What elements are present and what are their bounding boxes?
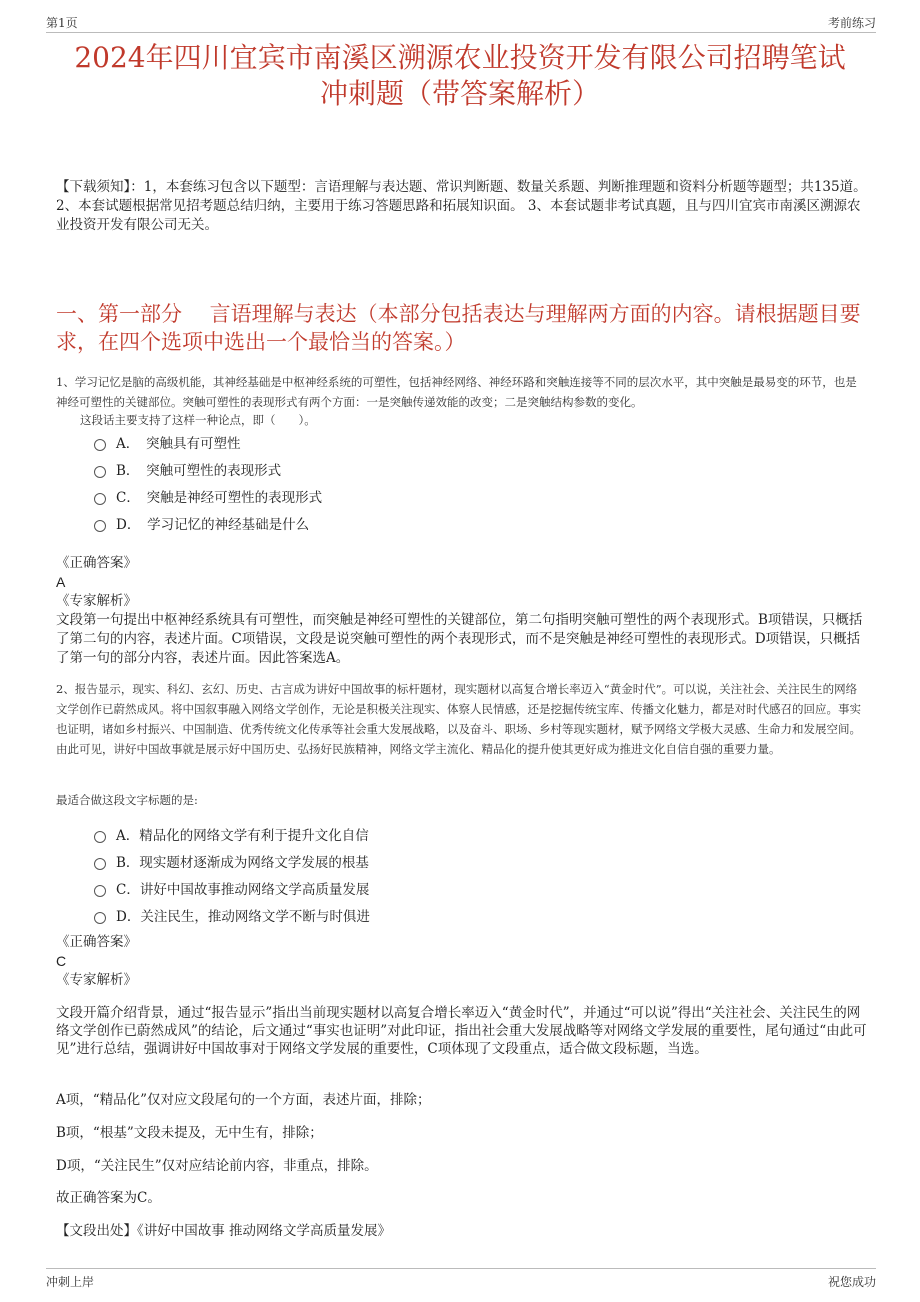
analysis-label: 《专家解析》 (56, 972, 137, 988)
option-label: C． 突触是神经可塑性的表现形式 (116, 489, 323, 506)
answer-label: 《正确答案》 (56, 934, 137, 950)
radio-icon[interactable] (94, 912, 106, 924)
answer-value: C (56, 953, 67, 969)
question-2-note-d: D项，“关注民生”仅对应结论前内容，非重点，排除。 (56, 1158, 378, 1174)
title-line-1: 2024年四川宜宾市南溪区溯源农业投资开发有限公司招聘笔试 (74, 41, 846, 74)
radio-icon[interactable] (94, 858, 106, 870)
page-footer (46, 1268, 876, 1291)
option-a[interactable] (94, 820, 370, 847)
question-2-source: 【文段出处】《讲好中国故事 推动网络文学高质量发展》 (56, 1223, 392, 1239)
option-d[interactable] (94, 901, 370, 928)
answer-label: 《正确答案》 (56, 555, 137, 571)
answer-value: A (56, 574, 66, 590)
document-title (40, 40, 880, 112)
radio-icon[interactable] (94, 885, 106, 897)
question-2-analysis: 文段开篇介绍背景，通过“报告显示”指出当前现实题材以高复合增长率迈入“黄金时代”，并通过“可以说”得出“关注社会、关注民生的网络文学创作已蔚然成风”的结论，后文通过“事实也证明”对此印证，指出社会重大发展战略等对网络文学发展的重要性，尾句通过“由此可见”进行总结，强调讲好中国故事对于网络文学发展的重要性，C项体现了文段重点，适合做文段标题，当选。 (56, 1005, 867, 1057)
question-1-answer-block (56, 554, 868, 668)
option-b[interactable] (94, 455, 322, 482)
question-2-conclusion: 故正确答案为C。 (56, 1190, 161, 1206)
option-label: C．讲好中国故事推动网络文学高质量发展 (116, 881, 370, 898)
title-line-2: 冲刺题（带答案解析） (319, 77, 600, 110)
question-2-ask: 最适合做这段文字标题的是: (56, 793, 198, 807)
analysis-text: 文段第一句提出中枢神经系统具有可塑性，而突触是神经可塑性的关键部位，第二句指明突触可塑性的两个表现形式。B项错误，只概括了第二句的内容，表述片面。C项错误，文段是说突触可塑性的两个表现形式，而不是突触是神经可塑性的表现形式。D项错误，只概括了第一句的部分内容，表述片面。因此答案选A。 (56, 612, 863, 666)
question-1-options (94, 428, 322, 536)
radio-icon[interactable] (94, 439, 106, 451)
option-label: B．现实题材逐渐成为网络文学发展的根基 (116, 854, 369, 871)
header-label: 考前练习 (827, 16, 876, 30)
question-1-stem: 1、学习记忆是脑的高级机能，其神经基础是中枢神经系统的可塑性，包括神经网络、神经环路和突触连接等不同的层次水平，其中突触是最易变的环节，也是神经可塑性的关键部位。突触可塑性的表现形式有两个方面：一是突触传递效能的改变；二是突触结构参数的变化。 (56, 375, 857, 409)
option-label: D． 学习记忆的神经基础是什么 (116, 516, 310, 533)
analysis-label: 《专家解析》 (56, 593, 137, 609)
footer-right: 祝您成功 (827, 1275, 876, 1289)
question-2-answer-block (56, 933, 868, 990)
section-heading: 一、第一部分 言语理解与表达（本部分包括表达与理解两方面的内容。请根据题目要求，在四个选项中选出一个最恰当的答案。） (56, 302, 861, 354)
option-label: B． 突触可塑性的表现形式 (116, 462, 282, 479)
question-2-stem: 2、报告显示，现实、科幻、玄幻、历史、古言成为讲好中国故事的标杆题材，现实题材以高复合增长率迈入“黄金时代”。可以说，关注社会、关注民生的网络文学创作已蔚然成风。将中国叙事融入网络文学创作，无论是积极关注现实、体察人民情感，还是挖掘传统宝库、传播文化魅力，都是对时代感召的回应。事实也证明，诸如乡村振兴、中国制造、优秀传统文化传承等社会重大发展战略，以及奋斗、职场、乡村等现实题材，赋予网络文学极大灵感、生命力和发展空间。由此可见，讲好中国故事就是展示好中国历史、弘扬好民族精神，网络文学主流化、精品化的提升使其更好成为推进文化自信自强的重要力量。 (56, 682, 861, 756)
question-1-ask: 这段话主要支持了这样一种论点，即（ ）。 (80, 413, 316, 427)
footer-left: 冲刺上岸 (46, 1275, 95, 1289)
radio-icon[interactable] (94, 493, 106, 505)
question-2-note-b: B项，“根基”文段未提及，无中生有，排除； (56, 1125, 323, 1141)
download-notice: 【下载须知】：1，本套练习包含以下题型：言语理解与表达题、常识判断题、数量关系题、判断推理题和资料分析题等题型；共135道。 2、本套试题根据常见招考题总结归纳，主要用于练习答题思路和拓展知识面。 3、本套试题非考试真题，且与四川宜宾市南溪区溯源农业投资开发有限公司无关。 (56, 179, 867, 233)
option-label: A．精品化的网络文学有利于提升文化自信 (116, 827, 369, 844)
question-2-note-a: A项，“精品化”仅对应文段尾句的一个方面，表述片面，排除； (56, 1092, 431, 1108)
radio-icon[interactable] (94, 466, 106, 478)
option-d[interactable] (94, 509, 322, 536)
radio-icon[interactable] (94, 520, 106, 532)
option-c[interactable] (94, 482, 322, 509)
option-label: D．关注民生，推动网络文学不断与时俱进 (116, 908, 370, 925)
page-number: 第1页 (46, 16, 78, 30)
option-c[interactable] (94, 874, 370, 901)
option-b[interactable] (94, 847, 370, 874)
question-2-options (94, 820, 370, 928)
option-a[interactable] (94, 428, 322, 455)
option-label: A． 突触具有可塑性 (116, 435, 241, 452)
radio-icon[interactable] (94, 831, 106, 843)
page-header (46, 12, 876, 33)
